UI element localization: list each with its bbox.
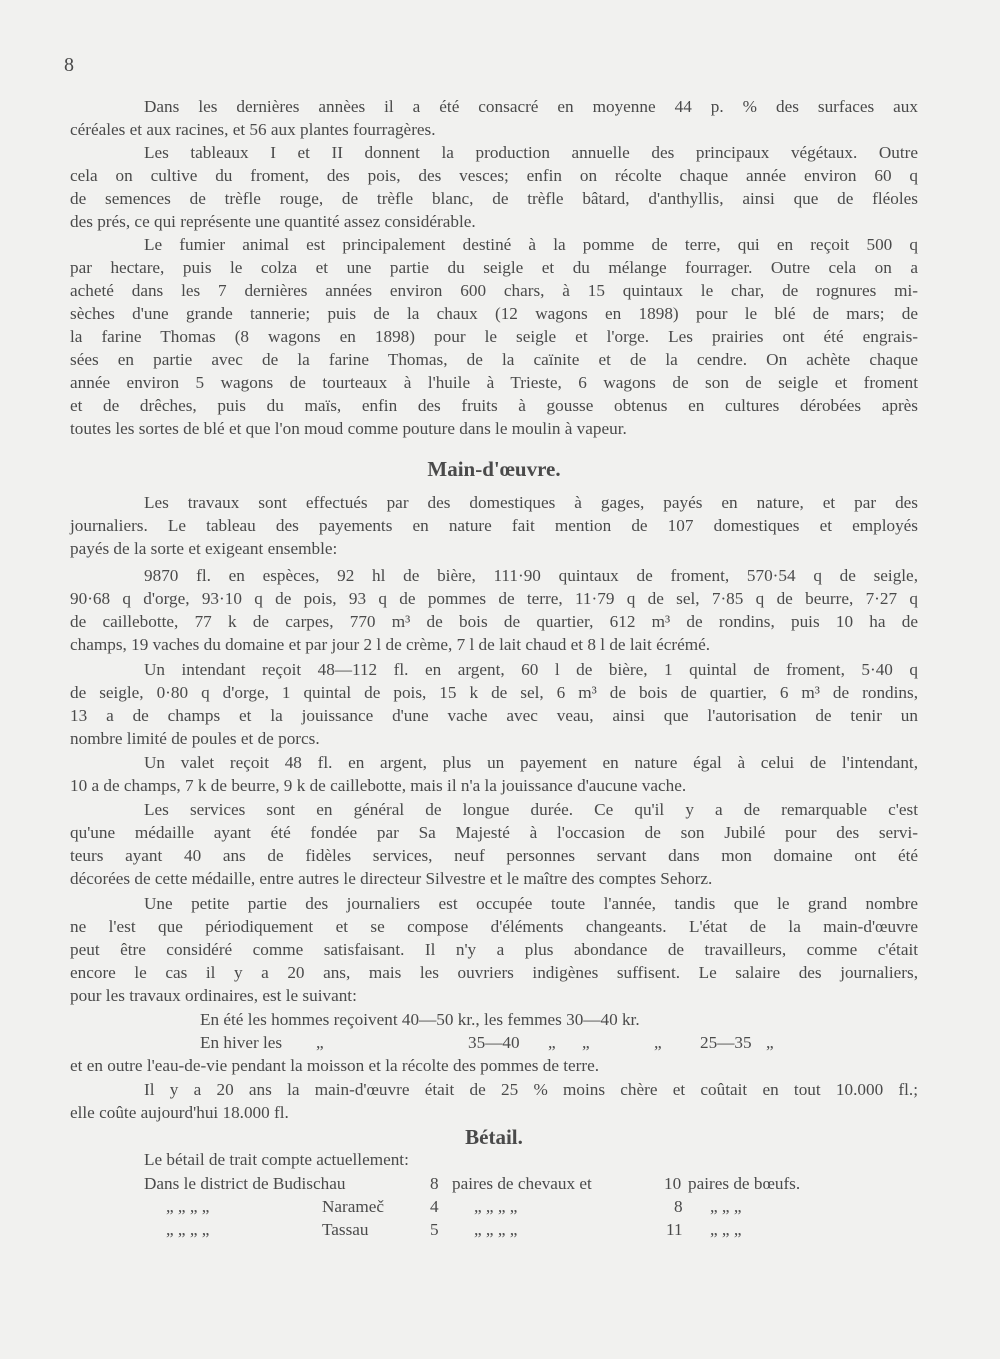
wage-winter-women: 25—35 [700, 1033, 752, 1052]
text-line: Dans les dernières annèes il a été consacré en moyenne 44 p. % des surfaces aux [144, 97, 918, 116]
wage-winter-label: En hiver les [200, 1033, 283, 1052]
text-line: toutes les sortes de blé et que l'on moud comme pouture dans le moulin à vapeur. [70, 419, 627, 438]
ditto-mark: „ [548, 1033, 556, 1052]
text-line: 13 a de champs et la jouissance d'une vache avec veau, ainsi que l'autorisation de tenir un [70, 706, 918, 725]
livestock-place: Dans le district de Budischau [144, 1174, 346, 1193]
section-heading-main-doeuvre: Main-d'œuvre. [427, 457, 561, 481]
ditto-marks: „ „ „ „ [474, 1220, 518, 1239]
livestock-horses-label: paires de chevaux et [452, 1174, 592, 1193]
wage-winter-men: 35—40 [468, 1033, 520, 1052]
text-line: et en outre l'eau-de-vie pendant la moisson et la récolte des pommes de terre. [70, 1056, 600, 1075]
text-line: Le fumier animal est principalement destiné à la pomme de terre, qui en reçoit 500 q [144, 235, 918, 254]
text-line: Les services sont en général de longue durée. Ce qu'il y a de remarquable c'est [144, 800, 918, 819]
text-line: journaliers. Le tableau des payements en nature fait mention de 107 domestiques et employés [70, 516, 918, 535]
text-line: encore le cas il y a 20 ans, mais les ouvriers indigènes suffisent. Le salaire des journaliers, [70, 963, 918, 982]
text-line: pour les travaux ordinaires, est le suivant: [70, 986, 357, 1005]
text-line: sèches d'une grande tannerie; puis de la chaux (12 wagons en 1898) pour le blé de mars; de [70, 304, 918, 323]
wage-summer: En été les hommes reçoivent 40—50 kr., les femmes 30—40 kr. [200, 1010, 640, 1029]
livestock-oxen: 11 [666, 1220, 683, 1239]
text-line: 90·68 q d'orge, 93·10 q de pois, 93 q de pommes de terre, 11·79 q de sel, 7·85 q de beurre, 7·27 q [70, 589, 918, 608]
livestock-oxen-label: paires de bœufs. [688, 1174, 801, 1193]
text-line: céréales et aux racines, et 56 aux plantes fourragères. [70, 120, 436, 139]
ditto-marks: „ „ „ „ [474, 1197, 518, 1216]
text-line: Une petite partie des journaliers est occupée toute l'année, tandis que le grand nombre [144, 894, 918, 913]
livestock-oxen: 10 [664, 1174, 682, 1193]
text-line: peut être considéré comme satisfaisant. Il n'y a plus abondance de travailleurs, comme c'était [70, 940, 918, 959]
text-line: Il y a 20 ans la main-d'œuvre était de 25 % moins chère et coûtait en tout 10.000 fl.; [144, 1080, 918, 1099]
text-line: 10 a de champs, 7 k de beurre, 9 k de caillebotte, mais il n'a la jouissance d'aucune vache. [70, 776, 687, 795]
page-number: 8 [64, 54, 74, 76]
text-line: qu'une médaille ayant été fondée par Sa Majesté à l'occasion de son Jubilé pour des servi- [70, 823, 918, 842]
text-line: Un valet reçoit 48 fl. en argent, plus un payement en nature égal à celui de l'intendant, [144, 753, 918, 772]
text-line: décorées de cette médaille, entre autres le directeur Silvestre et le maître des comptes Sehorz. [70, 869, 713, 888]
ditto-mark: „ [582, 1033, 590, 1052]
ditto-mark: „ [654, 1033, 662, 1052]
text-line: de caillebotte, 77 k de carpes, 770 m³ de bois de quartier, 612 m³ de rondins, puis 10 ha de [70, 612, 918, 631]
text-line: et de drêches, puis du maïs, enfin des fruits à gousse obtenus en cultures dérobées après [70, 396, 918, 415]
text-line: acheté dans les 7 dernières années environ 600 chars, à 15 quintaux le char, de rognures mi- [70, 281, 918, 300]
text-line: Le bétail de trait compte actuellement: [144, 1150, 409, 1169]
ditto-marks: „ „ „ „ [166, 1220, 210, 1239]
text-line: de seigle, 0·80 q d'orge, 1 quintal de pois, 15 k de sel, 6 m³ de bois de quartier, 6 m³ de rondins, [70, 683, 918, 702]
livestock-horses: 5 [430, 1220, 439, 1239]
text-line: année environ 5 wagons de tourteaux à l'huile à Trieste, 6 wagons de son de seigle et froment [70, 373, 918, 392]
livestock-place: Tassau [322, 1220, 369, 1239]
text-line: payés de la sorte et exigeant ensemble: [70, 539, 338, 558]
text-line: cela on cultive du froment, des pois, des vesces; enfin on récolte chaque année environ 60 q [70, 166, 918, 185]
text-line: sées en partie avec de la farine Thomas, de la caïnite et de la cendre. On achète chaque [70, 350, 918, 369]
text-line: elle coûte aujourd'hui 18.000 fl. [70, 1103, 289, 1122]
text-line: 9870 fl. en espèces, 92 hl de bière, 111·90 quintaux de froment, 570·54 q de seigle, [144, 566, 918, 585]
ditto-mark: „ [766, 1033, 774, 1052]
livestock-horses: 4 [430, 1197, 439, 1216]
text-line: Un intendant reçoit 48—112 fl. en argent, 60 l de bière, 1 quintal de froment, 5·40 q [144, 660, 918, 679]
livestock-oxen: 8 [674, 1197, 683, 1216]
text-line: de semences de trèfle rouge, de trèfle blanc, de trèfle bâtard, d'anthyllis, ainsi que de fléoles [70, 189, 918, 208]
ditto-marks: „ „ „ [710, 1220, 742, 1239]
ditto-mark: „ [316, 1033, 324, 1052]
text-line: la farine Thomas (8 wagons en 1898) pour le seigle et l'orge. Les prairies ont été engrais- [70, 327, 918, 346]
text-line: nombre limité de poules et de porcs. [70, 729, 320, 748]
text-line: des prés, ce qui représente une quantité assez considérable. [70, 212, 476, 231]
livestock-place: Narameč [322, 1197, 385, 1216]
ditto-marks: „ „ „ [710, 1197, 742, 1216]
livestock-horses: 8 [430, 1174, 439, 1193]
ditto-marks: „ „ „ „ [166, 1197, 210, 1216]
text-line: par hectare, puis le colza et une partie du seigle et du mélange fourrager. Outre cela on a [70, 258, 918, 277]
section-heading-betail: Bétail. [465, 1125, 523, 1149]
text-line: Les travaux sont effectués par des domestiques à gages, payés en nature, et par des [144, 493, 918, 512]
text-line: ne l'est que périodiquement et se compose d'éléments changeants. L'état de la main-d'œuvre [70, 917, 918, 936]
text-line: Les tableaux I et II donnent la production annuelle des principaux végétaux. Outre [144, 143, 918, 162]
text-line: teurs ayant 40 ans de fidèles services, neuf personnes servant dans mon domaine ont été [70, 846, 918, 865]
text-line: champs, 19 vaches du domaine et par jour 2 l de crème, 7 l de lait chaud et 8 l de lait écrémé. [70, 635, 710, 654]
